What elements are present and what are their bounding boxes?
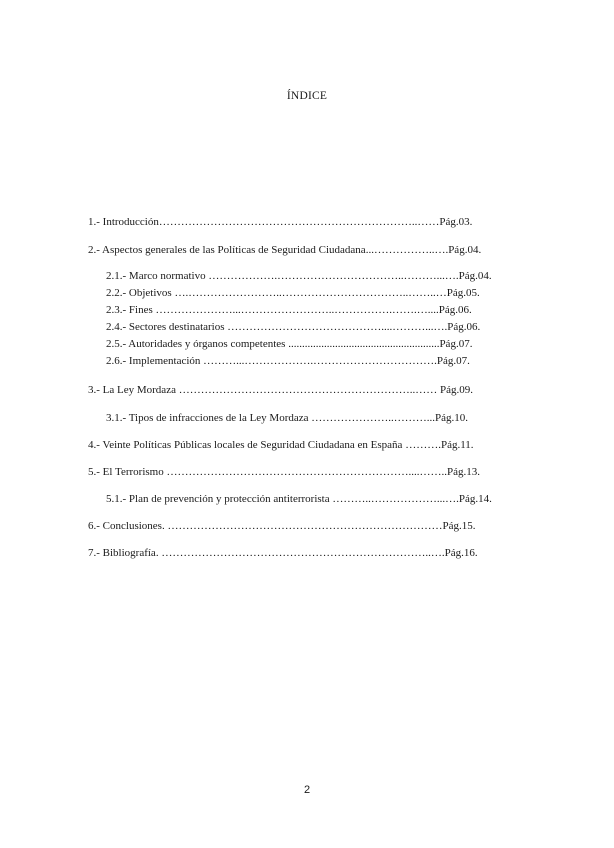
index-title: ÍNDICE bbox=[286, 90, 328, 102]
toc-entry-fines bbox=[106, 303, 526, 317]
toc-entry-page: Pág.11. bbox=[440, 439, 474, 451]
toc-entry-introduccion bbox=[88, 215, 526, 229]
toc-entry-leader: ……………………………………....………...…. bbox=[224, 321, 448, 333]
toc-entry-page: Pág.15. bbox=[442, 520, 476, 532]
toc-entry-leader: ....................................................... bbox=[285, 338, 440, 350]
toc-entry-page: Pág.05. bbox=[446, 287, 480, 299]
toc-entry-page: Pág.07. bbox=[436, 355, 470, 367]
toc-entry-leader: ……………….……………………………..………...…. bbox=[205, 270, 459, 282]
toc-entry-leader: ………………………………………………………..…… bbox=[175, 384, 440, 396]
toc-entry-implementacion bbox=[106, 354, 526, 368]
toc-entry-marco-normativo bbox=[106, 269, 526, 283]
toc-entry-tipos-infracciones bbox=[106, 411, 526, 425]
toc-entry-bibliografia bbox=[88, 546, 526, 560]
toc-entry-label: 2.- Aspectos generales de las Políticas de Seguridad Ciudadana bbox=[88, 244, 366, 256]
toc-entry-ley-mordaza bbox=[88, 383, 526, 397]
toc-entry-label: 2.1.- Marco normativo bbox=[106, 270, 206, 282]
toc-entry-aspectos-generales bbox=[88, 243, 526, 257]
toc-entry-page: Pág.04. bbox=[458, 270, 492, 282]
toc-entry-leader: ………………………………………………………………..…. bbox=[158, 547, 445, 559]
toc-entry-page: Pág.16. bbox=[444, 547, 478, 559]
toc-entry-leader: ………...……………….……………………………. bbox=[200, 355, 437, 367]
toc-entry-label: 1.- Introducción bbox=[88, 216, 159, 228]
toc-entry-page: Pág.07. bbox=[439, 338, 473, 350]
toc-entry-page: Pág.06. bbox=[447, 321, 481, 333]
toc-entry-label: 6.- Conclusiones. bbox=[88, 520, 165, 532]
page-number: 2 bbox=[303, 784, 311, 796]
toc-entry-leader: ...……………..…. bbox=[365, 244, 449, 256]
toc-entry-label: 2.4.- Sectores destinatarios bbox=[106, 321, 225, 333]
toc-entry-leader: ………. bbox=[402, 439, 441, 451]
toc-entry-leader: ………………………………………………………………… bbox=[164, 520, 443, 532]
toc-entry-leader: ………..………………...…. bbox=[329, 493, 459, 505]
toc-entry-label: 2.5.- Autoridades y órganos competentes bbox=[106, 338, 286, 350]
toc-entry-page: Pág.03. bbox=[439, 216, 473, 228]
toc-entry-sectores-destinatarios bbox=[106, 320, 526, 334]
toc-entry-page: Pág.04. bbox=[448, 244, 482, 256]
toc-entry-leader: …………………...……………………..…………….…….….... bbox=[152, 304, 439, 316]
toc-entry-page: Pág.06. bbox=[438, 304, 472, 316]
toc-entry-page: Pág.09. bbox=[439, 384, 473, 396]
toc-entry-autoridades bbox=[106, 337, 526, 351]
toc-entry-label: 2.6.- Implementación bbox=[106, 355, 201, 367]
toc-entry-label: 5.- El Terrorismo bbox=[88, 466, 164, 478]
toc-entry-leader: ….……………………..……………………………..……..… bbox=[171, 287, 447, 299]
toc-entry-terrorismo bbox=[88, 465, 526, 479]
toc-entry-leader: …………………..………... bbox=[308, 412, 436, 424]
toc-entry-leader: …………………………………………………………....…….. bbox=[163, 466, 447, 478]
toc-entry-page: Pág.14. bbox=[458, 493, 492, 505]
toc-entry-veinte-politicas bbox=[88, 438, 526, 452]
toc-entry-label: 3.- La Ley Mordaza bbox=[88, 384, 176, 396]
toc-entry-label: 4.- Veinte Políticas Públicas locales de Seguridad Ciudadana en España bbox=[88, 439, 403, 451]
toc-entry-leader: ……………………………………………………………..…… bbox=[158, 216, 440, 228]
toc-entry-plan-prevencion bbox=[106, 492, 526, 506]
toc-entry-objetivos bbox=[106, 286, 526, 300]
toc-entry-page: Pág.13. bbox=[446, 466, 480, 478]
toc-entry-label: 2.2.- Objetivos bbox=[106, 287, 172, 299]
toc-entry-label: 5.1.- Plan de prevención y protección antiterrorista bbox=[106, 493, 330, 505]
toc-entry-label: 3.1.- Tipos de infracciones de la Ley Mordaza bbox=[106, 412, 309, 424]
toc-entry-label: 2.3.- Fines bbox=[106, 304, 153, 316]
toc-entry-page: Pág.10. bbox=[435, 412, 469, 424]
toc-entry-conclusiones bbox=[88, 519, 526, 533]
toc-entry-label: 7.- Bibliografía. bbox=[88, 547, 159, 559]
